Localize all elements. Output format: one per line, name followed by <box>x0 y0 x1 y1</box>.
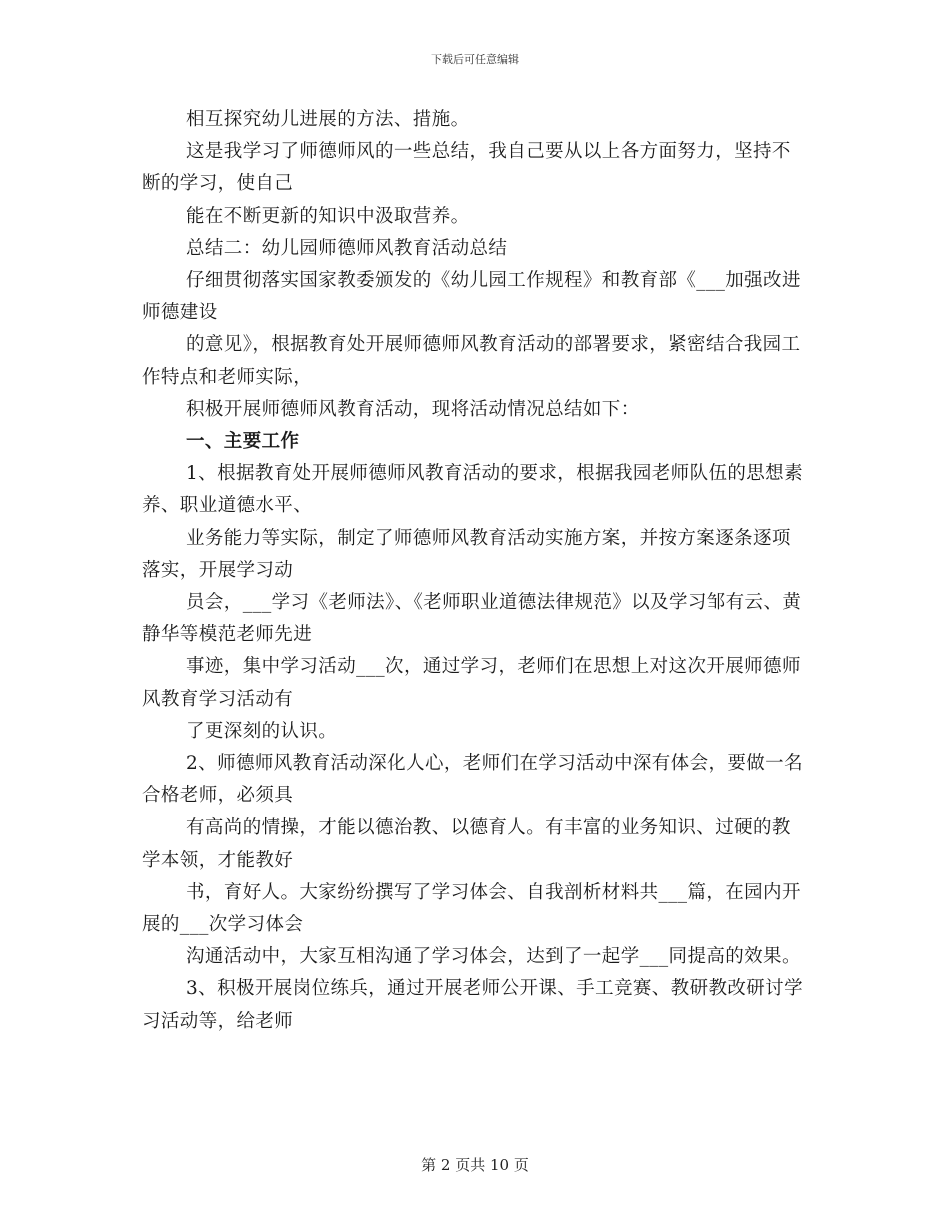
paragraph: 1、根据教育处开展师德师风教育活动的要求，根据我园老师队伍的思想素养、职业道德水平、 <box>142 463 803 517</box>
paragraph: 书，育好人。大家纷纷撰写了学习体会、自我剖析材料共___篇，在园内开展的___次学习体会 <box>142 881 801 936</box>
page-number: 第 2 页共 10 页 <box>421 1156 529 1174</box>
paragraph: 了更深刻的认识。 <box>186 720 338 742</box>
section-heading-summary-two: 总结二：幼儿园师德师风教育活动总结 <box>186 237 508 259</box>
paragraph: 2、师德师风教育活动深化人心，老师们在学习活动中深有体会，要做一名合格老师，必须具 <box>142 753 803 807</box>
paragraph: 事迹，集中学习活动___次，通过学习，老师们在思想上对这次开展师德师风教育学习活动有 <box>142 656 801 710</box>
paragraph: 相互探究幼儿进展的方法、措施。 <box>186 109 470 130</box>
paragraph: 积极开展师德师风教育活动，现将活动情况总结如下： <box>186 398 640 420</box>
section-heading-main-work: 一、主要工作 <box>186 431 300 453</box>
paragraph: 能在不断更新的知识中汲取营养。 <box>186 205 470 227</box>
paragraph: 业务能力等实际，制定了师德师风教育活动实施方案，并按方案逐条逐项落实，开展学习动 <box>142 527 791 581</box>
paragraph: 3、积极开展岗位练兵，通过开展老师公开课、手工竞赛、教研教改研讨学习活动等，给老师 <box>142 978 803 1032</box>
paragraph: 有高尚的情操，才能以德治教、以德育人。有丰富的业务知识、过硬的教学本领，才能教好 <box>142 817 791 871</box>
header-note: 下载后可任意编辑 <box>431 53 519 66</box>
paragraph: 这是我学习了师德师风的一些总结，我自己要从以上各方面努力，坚持不断的学习，使自己 <box>142 141 791 195</box>
paragraph: 员会，___学习《老师法》、《老师职业道德法律规范》以及学习邹有云、黄静华等模范老师先进 <box>142 592 802 646</box>
paragraph: 仔细贯彻落实国家教委颁发的《幼儿园工作规程》和教育部《___加强改进师德建设 <box>142 270 801 324</box>
document-body <box>142 104 808 1038</box>
paragraph: 的意见》，根据教育处开展师德师风教育活动的部署要求，紧密结合我园工作特点和老师实际， <box>142 334 801 388</box>
page-footer <box>0 1155 950 1175</box>
page-header <box>0 53 950 67</box>
paragraph: 沟通活动中，大家互相沟通了学习体会，达到了一起学___同提高的效果。 <box>186 946 801 968</box>
